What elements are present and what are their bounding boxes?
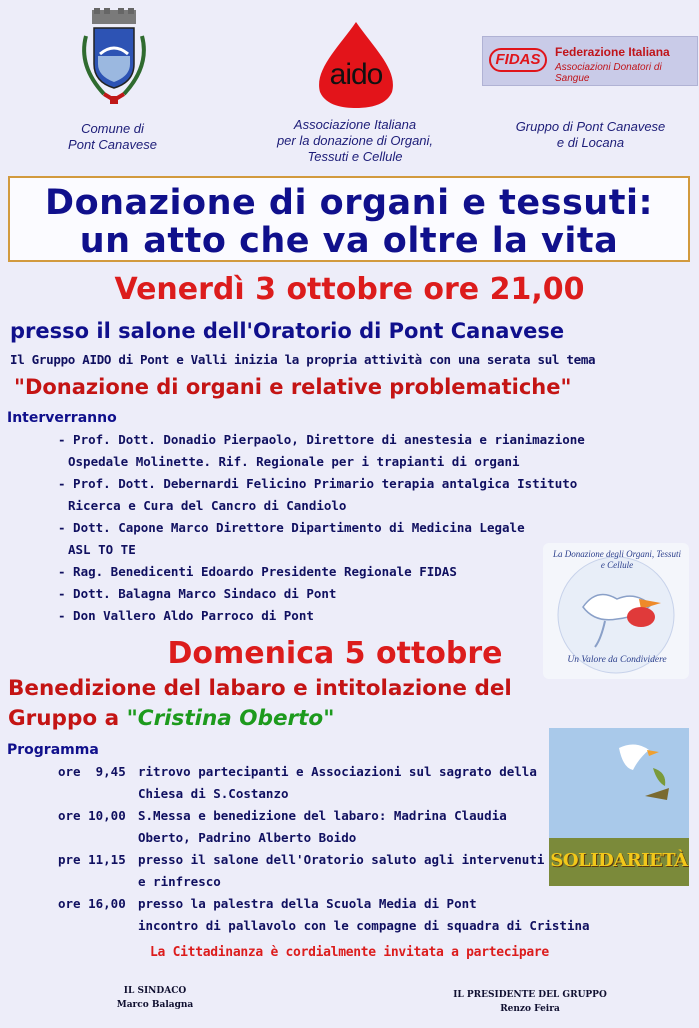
fidas-logo bbox=[482, 36, 698, 86]
crest-icon bbox=[74, 6, 154, 110]
program-time bbox=[58, 874, 138, 896]
program-time: ore 10,00 bbox=[58, 808, 126, 823]
badge-arc-top: La Donazione degli Organi, Tessuti e Cellule bbox=[552, 549, 682, 570]
program-desc: Oberto, Padrino Alberto Boido bbox=[138, 830, 357, 845]
program-desc: S.Messa e benedizione del labaro: Madrina Claudia bbox=[138, 808, 507, 823]
fidas-sub: Associazioni Donatori di Sangue bbox=[555, 62, 662, 84]
event1-place: presso il salone dell'Oratorio di Pont Canavese bbox=[10, 319, 565, 343]
solidarieta-text: SOLIDARIETÀ bbox=[550, 850, 688, 871]
speaker-line: Ospedale Molinette. Rif. Regionale per i trapianti di organi bbox=[68, 454, 520, 469]
program-desc: incontro di pallavolo con le compagne di squadra di Cristina bbox=[138, 918, 590, 933]
program-row bbox=[58, 786, 590, 808]
donazione-badge bbox=[543, 543, 689, 679]
program-row bbox=[58, 896, 590, 918]
signature-right bbox=[430, 988, 630, 1016]
event2-headline-1: Benedizione del labaro e intitolazione del bbox=[8, 676, 512, 701]
program-list bbox=[58, 764, 590, 940]
program-desc: presso la palestra della Scuola Media di Pont bbox=[138, 896, 477, 911]
badge-arc-bottom: Un Valore da Condividere bbox=[567, 655, 667, 665]
fidas-badge: FIDAS bbox=[489, 48, 547, 72]
program-heading: Programma bbox=[7, 742, 99, 758]
president-role: IL PRESIDENTE DEL GRUPPO bbox=[453, 990, 607, 1000]
title-line-1: Donazione di organi e tessuti: bbox=[45, 183, 653, 223]
speaker-line: - Prof. Dott. Donadio Pierpaolo, Direttore di anestesia e rianimazione bbox=[58, 432, 585, 447]
event2-headline-2 bbox=[8, 704, 334, 734]
speaker-line: - Dott. Capone Marco Direttore Dipartimento di Medicina Legale bbox=[58, 520, 525, 535]
program-row bbox=[58, 830, 590, 852]
fidas-name: Federazione Italiana bbox=[555, 45, 670, 59]
speaker-line: - Dott. Balagna Marco Sindaco di Pont bbox=[58, 586, 337, 601]
program-desc: presso il salone dell'Oratorio saluto agli intervenuti bbox=[138, 852, 545, 867]
mayor-name: Marco Balagna bbox=[116, 1000, 194, 1010]
speaker-line: - Rag. Benedicenti Edoardo Presidente Regionale FIDAS bbox=[58, 564, 457, 579]
program-row bbox=[58, 808, 590, 830]
comune-crest bbox=[74, 6, 154, 110]
solidarieta-image bbox=[549, 728, 689, 886]
event2-date: Domenica 5 ottobre bbox=[167, 636, 503, 671]
title-line-2: un atto che va oltre la vita bbox=[79, 221, 619, 261]
program-desc: ritrovo partecipanti e Associazioni sul sagrato della bbox=[138, 764, 537, 779]
speakers-heading: Interverranno bbox=[7, 410, 117, 426]
event1-date: Venerdì 3 ottobre ore 21,00 bbox=[114, 272, 585, 307]
event1-theme: "Donazione di organi e relative problematiche" bbox=[14, 375, 572, 399]
program-desc: e rinfresco bbox=[138, 874, 221, 889]
program-row bbox=[58, 874, 590, 896]
cristina-oberto-name: "Cristina Oberto" bbox=[126, 706, 335, 731]
mayor-role: IL SINDACO bbox=[123, 986, 187, 996]
aido-logo-text: aido bbox=[329, 58, 383, 91]
main-title bbox=[8, 176, 690, 262]
fidas-caption: Gruppo di Pont Canavese e di Locana bbox=[515, 119, 666, 150]
speaker-line: - Don Vallero Aldo Parroco di Pont bbox=[58, 608, 314, 623]
signature-left bbox=[80, 984, 230, 1012]
program-time: pre 11,15 bbox=[58, 852, 126, 867]
aido-caption: Associazione Italiana per la donazione di Organi, Tessuti e Cellule bbox=[276, 117, 434, 164]
event1-intro: Il Gruppo AIDO di Pont e Valli inizia la propria attività con una serata sul tema bbox=[10, 352, 596, 367]
speaker-line: ASL TO TE bbox=[68, 542, 136, 557]
program-time bbox=[58, 786, 138, 808]
program-desc: Chiesa di S.Costanzo bbox=[138, 786, 289, 801]
program-row bbox=[58, 918, 590, 940]
program-time bbox=[58, 830, 138, 852]
comune-caption: Comune di Pont Canavese bbox=[68, 121, 157, 152]
program-time: ore 9,45 bbox=[58, 764, 126, 779]
headline-prefix: Gruppo a bbox=[8, 706, 127, 731]
program-time bbox=[58, 918, 138, 940]
program-row bbox=[58, 764, 590, 786]
invite-line: La Cittadinanza è cordialmente invitata a partecipare bbox=[150, 945, 549, 960]
speaker-line: - Prof. Dott. Debernardi Felicino Primario terapia antalgica Istituto bbox=[58, 476, 578, 491]
program-row bbox=[58, 852, 590, 874]
speaker-line: Ricerca e Cura del Cancro di Candiolo bbox=[68, 498, 347, 513]
president-name: Renzo Feira bbox=[500, 1004, 560, 1014]
program-time: ore 16,00 bbox=[58, 896, 126, 911]
aido-logo bbox=[310, 18, 402, 110]
speakers-list bbox=[58, 432, 585, 630]
